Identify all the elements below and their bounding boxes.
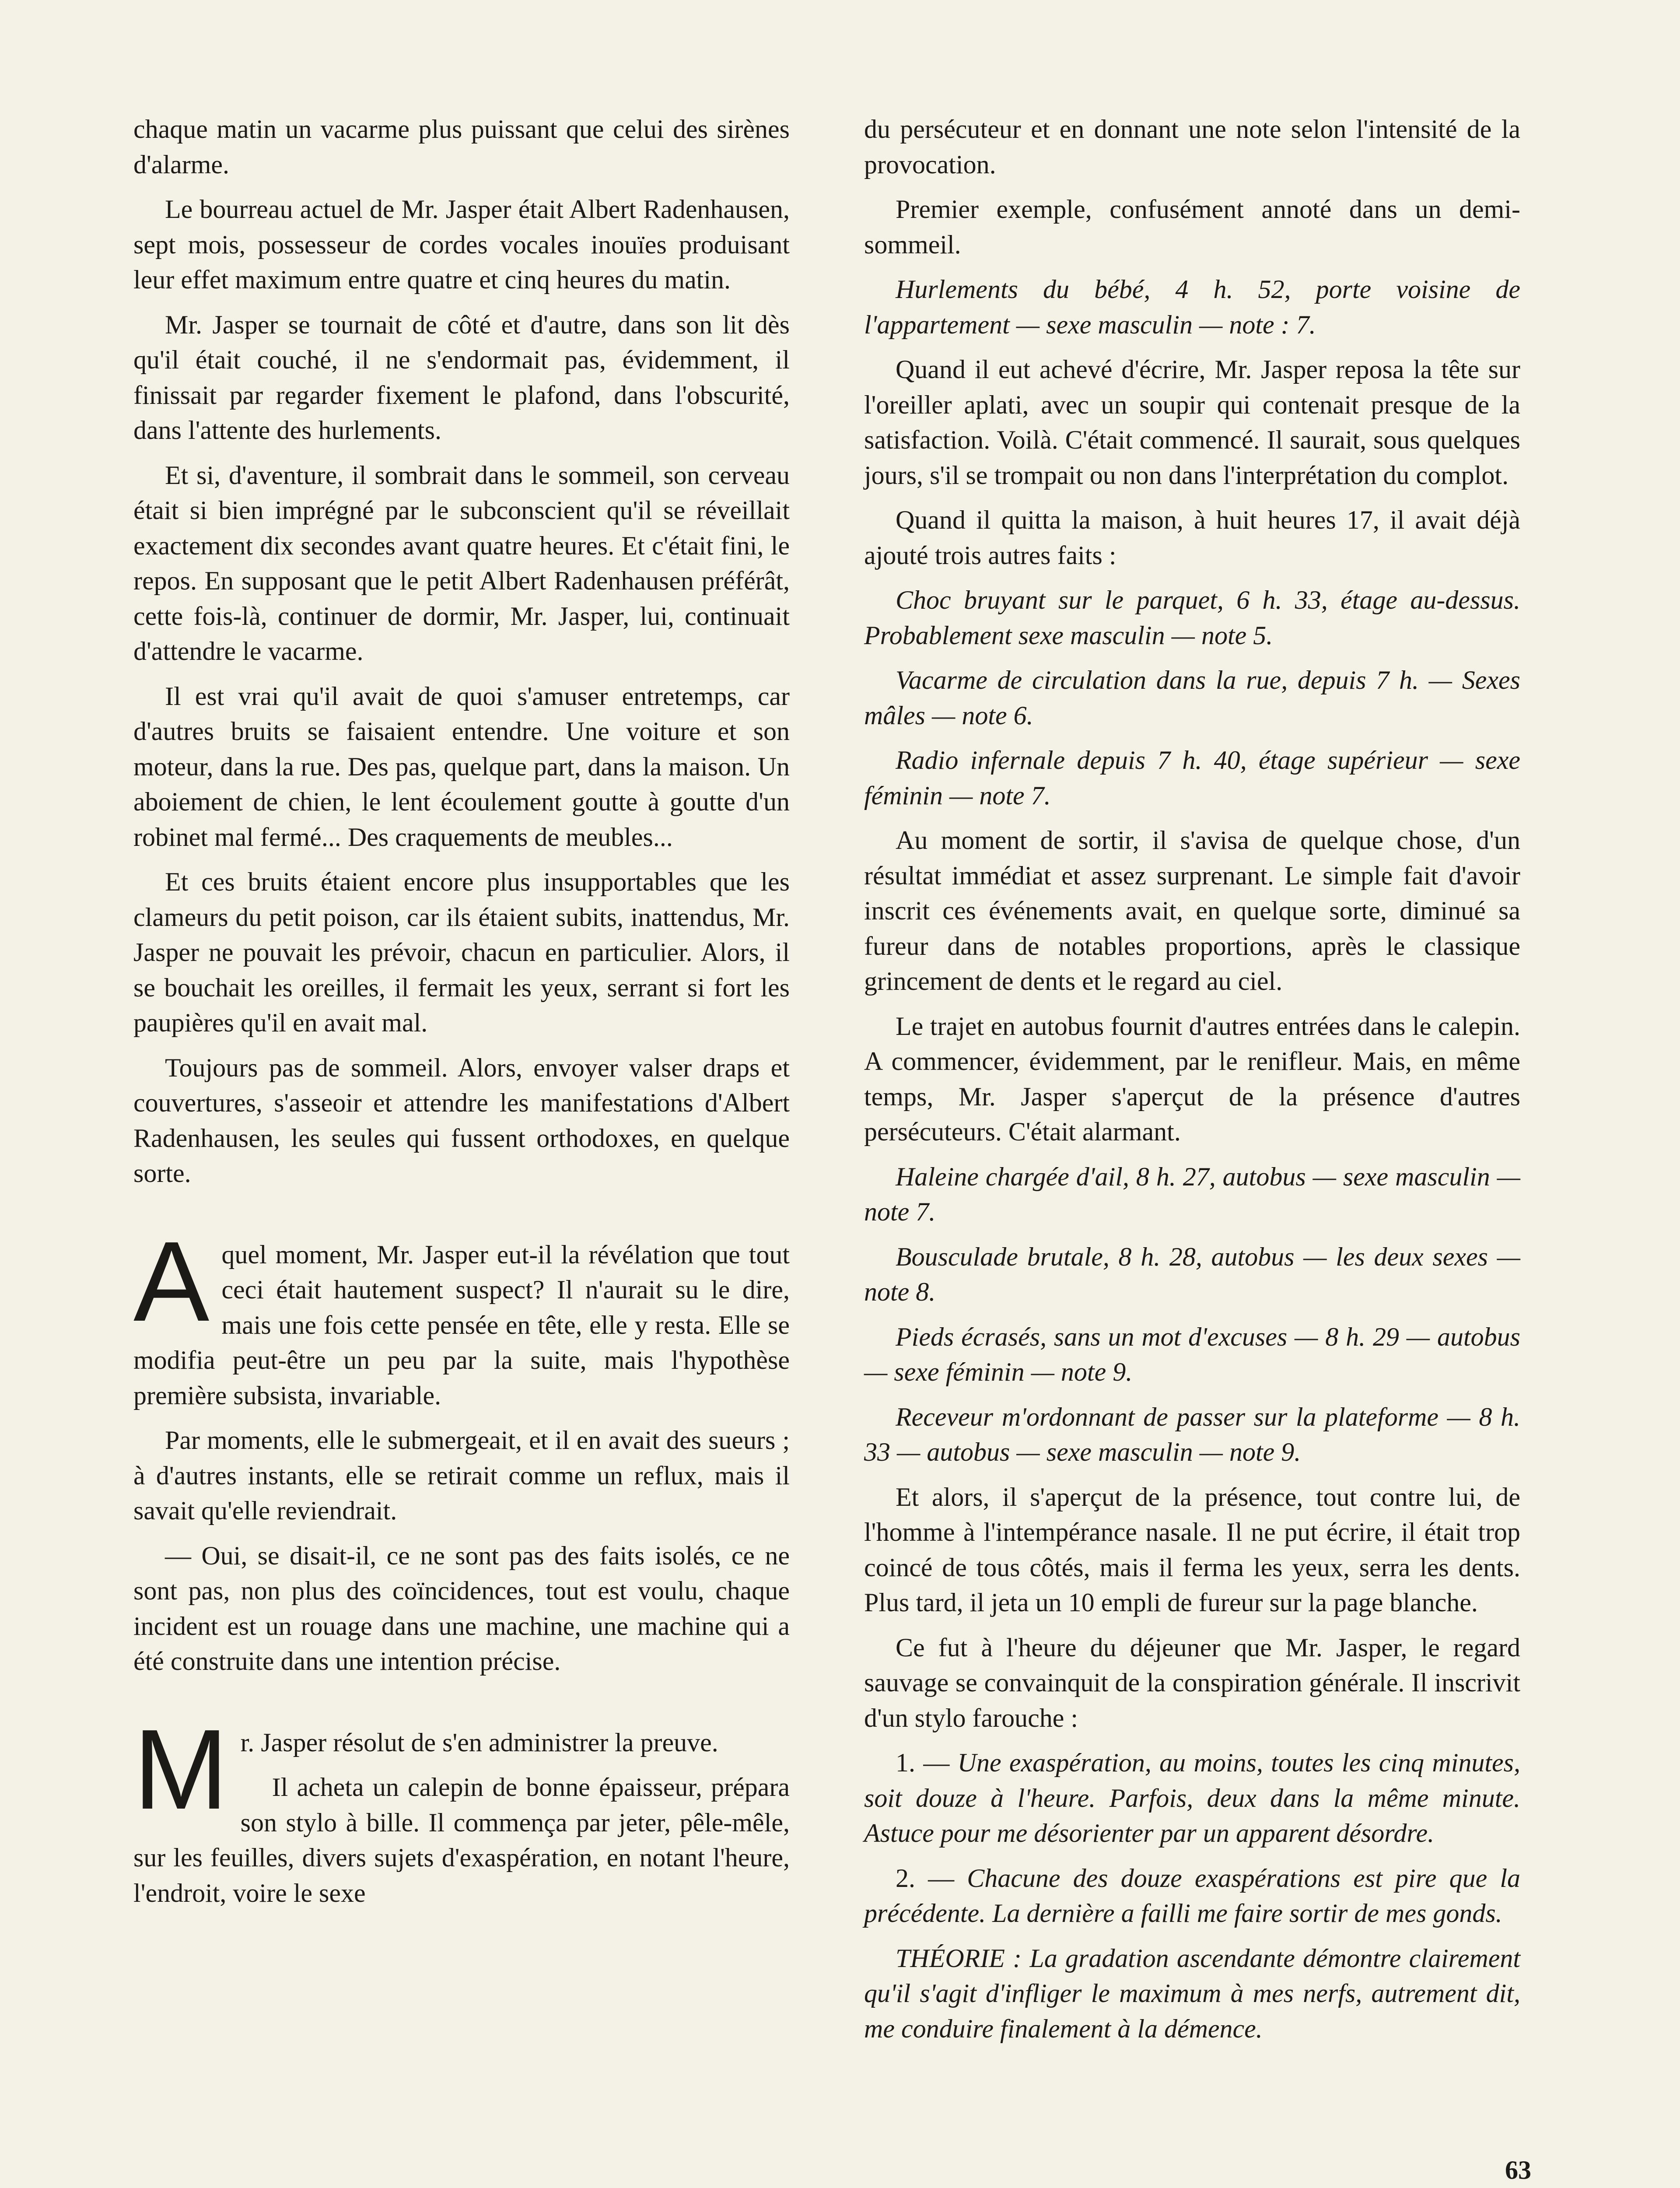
paragraph: Il acheta un calepin de bonne épaisseur, prépara son stylo à bille. Il commença par jeter, pêle-mêle, sur les feuilles, divers sujets d'exaspération, en notant l'heure, l'endroit, voire le sexe xyxy=(133,1773,790,1907)
paragraph: Mr. Jasper se tournait de côté et d'autre, dans son lit dès qu'il était couché, il ne s'endormait pas, évidemment, il finissait par regarder fixement le plafond, dans l'obscurité, dans l'attente des hurlements. xyxy=(133,310,790,445)
notebook-entry: Pieds écrasés, sans un mot d'excuses — 8 h. 29 — autobus — sexe féminin — note 9. xyxy=(864,1322,1520,1386)
left-column xyxy=(133,112,790,1920)
dropcap-letter: A xyxy=(133,1218,210,1345)
page-number: 63 xyxy=(1505,2156,1531,2184)
section-a xyxy=(133,1218,790,1679)
numbered-entry xyxy=(864,1861,1520,1931)
dropcap-letter: M xyxy=(133,1706,228,1833)
paragraph: Le trajet en autobus fournit d'autres entrées dans le calepin. A commencer, évidemment, par le renifleur. Mais, en même temps, Mr. Jasper s'aperçut de la présence d'autres persécuteurs. C'était alarmant. xyxy=(864,1011,1520,1146)
paragraph: quel moment, Mr. Jasper eut-il la révélation que tout ceci était hautement suspect? Il n'aurait su le dire, mais une fois cette pensée en tête, elle y resta. Elle se modifia peut-être un peu par la suite, mais l'hypothèse première subsista, invariable. xyxy=(133,1240,790,1410)
entry-text: Chacune des douze exaspérations est pire que la précédente. La dernière a failli me faire sortir de mes gonds. xyxy=(864,1863,1520,1928)
paragraph: Quand il quitta la maison, à huit heures 17, il avait déjà ajouté trois autres faits : xyxy=(864,505,1520,570)
paragraph: Au moment de sortir, il s'avisa de quelque chose, d'un résultat immédiat et assez surprenant. Le simple fait d'avoir inscrit ces événements avait, en quelque sorte, diminué sa fureur dans de notables proportions, après le classique grincement de dents et le regard au ciel. xyxy=(864,826,1520,996)
paragraph: r. Jasper résolut de s'en administrer la preuve. xyxy=(240,1728,718,1757)
numbered-entry xyxy=(864,1745,1520,1851)
paragraph: Le bourreau actuel de Mr. Jasper était Albert Radenhausen, sept mois, possesseur de cordes vocales inouïes produisant leur effet maximum entre quatre et cinq heures du matin. xyxy=(133,195,790,294)
theory-label: THÉORIE : xyxy=(896,1943,1022,1973)
theory-entry xyxy=(864,1941,1520,2047)
notebook-entry: Haleine chargée d'ail, 8 h. 27, autobus — sexe masculin — note 7. xyxy=(864,1162,1520,1226)
notebook-entry: Choc bruyant sur le parquet, 6 h. 33, étage au-dessus. Probablement sexe masculin — note 5. xyxy=(864,586,1520,650)
notebook-entry: Radio infernale depuis 7 h. 40, étage supérieur — sexe féminin — note 7. xyxy=(864,746,1520,810)
notebook-entry: Vacarme de circulation dans la rue, depuis 7 h. — Sexes mâles — note 6. xyxy=(864,666,1520,730)
theory-text: La gradation ascendante démontre clairement qu'il s'agit d'infliger le maximum à mes nerfs, autrement dit, me conduire finalement à la démence. xyxy=(864,1943,1521,2043)
paragraph: du persécuteur et en donnant une note selon l'intensité de la provocation. xyxy=(864,115,1520,179)
paragraph: Il est vrai qu'il avait de quoi s'amuser entretemps, car d'autres bruits se faisaient entendre. Une voiture et son moteur, dans la rue. Des pas, quelque part, dans la maison. Un aboiement de chien, le lent écoulement goutte à goutte d'un robinet mal fermé... Des craquements de meubles... xyxy=(133,681,790,852)
paragraph: Par moments, elle le submergeait, et il en avait des sueurs ; à d'autres instants, elle se retirait comme un reflux, mais il savait qu'elle reviendrait. xyxy=(133,1426,790,1525)
notebook-entry: Receveur m'ordonnant de passer sur la plateforme — 8 h. 33 — autobus — sexe masculin — note 9. xyxy=(864,1402,1520,1466)
paragraph: Premier exemple, confusément annoté dans un demi-sommeil. xyxy=(864,195,1520,259)
paragraph: Et alors, il s'aperçut de la présence, tout contre lui, de l'homme à l'intempérance nasale. Il ne put écrire, il était trop coincé de tous côtés, mais il ferma les yeux, serra les dents. Plus tard, il jeta un 10 empli de fureur sur la page blanche. xyxy=(864,1482,1520,1617)
notebook-entry: Bousculade brutale, 8 h. 28, autobus — les deux sexes — note 8. xyxy=(864,1242,1520,1306)
entry-number: 1. — xyxy=(896,1748,950,1777)
paragraph: Quand il eut achevé d'écrire, Mr. Jasper reposa la tête sur l'oreiller aplati, avec un soupir qui contenait presque de la satisfaction. Voilà. C'était commencé. Il saurait, sous quelques jours, s'il se trompait ou non dans l'interprétation du complot. xyxy=(864,355,1520,490)
paragraph: Toujours pas de sommeil. Alors, envoyer valser draps et couvertures, s'asseoir et attendre les manifestations d'Albert Radenhausen, les seules qui fussent orthodoxes, en quelque sorte. xyxy=(133,1053,790,1188)
paragraph: chaque matin un vacarme plus puissant que celui des sirènes d'alarme. xyxy=(133,115,790,179)
section-m xyxy=(133,1706,790,1911)
paragraph: Et si, d'aventure, il sombrait dans le sommeil, son cerveau était si bien imprégné par le subconscient qu'il se réveillait exactement dix secondes avant quatre heures. Et c'était fini, le repos. En supposant que le petit Albert Radenhausen préférât, cette fois-là, continuer de dormir, Mr. Jasper, lui, continuait d'attendre le vacarme. xyxy=(133,460,790,666)
notebook-entry: Hurlements du bébé, 4 h. 52, porte voisine de l'appartement — sexe masculin — note : 7. xyxy=(864,275,1520,339)
paragraph: Et ces bruits étaient encore plus insupportables que les clameurs du petit poison, car ils étaient subits, inattendus, Mr. Jasper ne pouvait les prévoir, chacun en particulier. Alors, il se bouchait les oreilles, il fermait les yeux, serrant si fort les paupières qu'il en avait mal. xyxy=(133,867,790,1037)
paragraph: Ce fut à l'heure du déjeuner que Mr. Jasper, le regard sauvage se convainquit de la conspiration générale. Il inscrivit d'un stylo farouche : xyxy=(864,1633,1520,1732)
entry-text: Une exaspération, au moins, toutes les cinq minutes, soit douze à l'heure. Parfois, deux dans la même minute. Astuce pour me désorienter par un apparent désordre. xyxy=(864,1748,1521,1848)
paragraph: — Oui, se disait-il, ce ne sont pas des faits isolés, ce ne sont pas, non plus des coïncidences, tout est voulu, chaque incident est un rouage dans une machine, une machine qui a été construite dans une intention précise. xyxy=(133,1541,790,1676)
entry-number: 2. — xyxy=(896,1863,955,1893)
right-column xyxy=(864,112,1520,2056)
